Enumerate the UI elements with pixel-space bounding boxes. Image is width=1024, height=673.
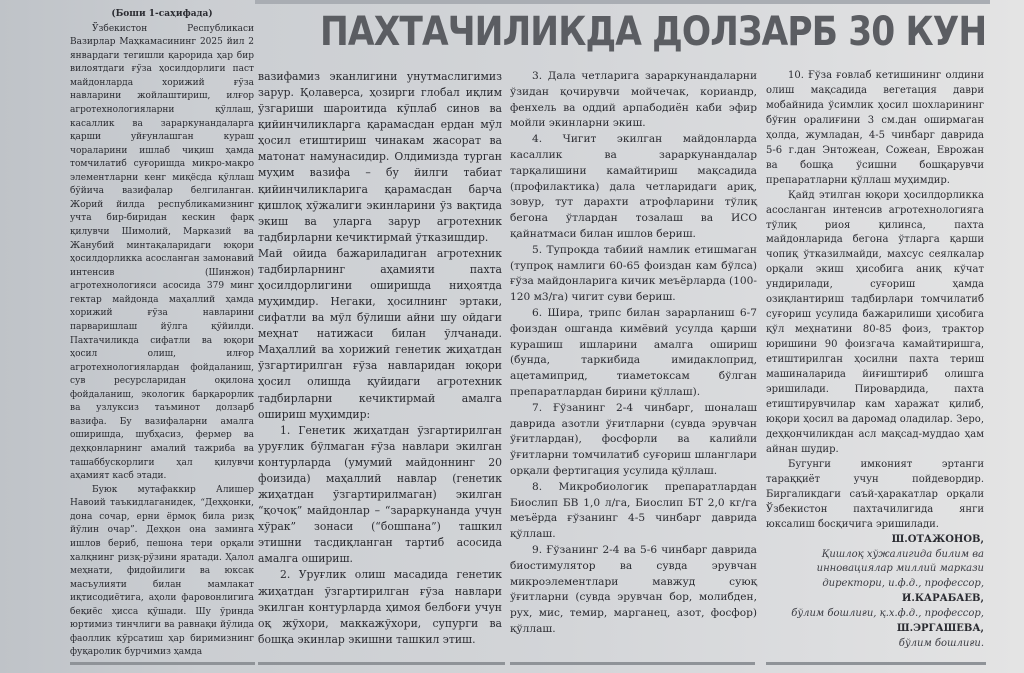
article-list-item: 6. Шира, трипс билан зарарланиш 6-7 фоиздан ошганда кимёвий усулда қарши курашиш ишларини амалга ошириш (бунда, таркибида имидаклоприд, ацетамиприд, тиаметоксам бўлган препаратлардан бирини қўллаш). <box>510 306 757 398</box>
author-role: бўлим бошлиғи. <box>898 638 984 650</box>
author-name: И.КАРАБАЕВ, <box>901 593 984 605</box>
article-headline: ПАХТАЧИЛИКДА ДОЛЗАРБ 30 КУН <box>320 9 987 55</box>
author-role: бўлим бошлиғи, қ.х.ф.д., профессор, <box>791 608 984 620</box>
article-list-item: 1. Генетик жиҳатдан ўзгартирилган уруғлик бўлмаган ғўза навлари экилган контурларда (умумий майдоннинг 20 фоизида) маҳаллий навлар (генетик жиҳатдан ўзгартирилмаган) экилган “қочоқ” майдонлар – “зараркунанда учун хўрак” зонаси (“бошпана”) ташкил этишни тасдиқланган тартиб асосида амалга ошириш. <box>258 423 502 566</box>
author-role: Қишлоқ хўжалигида билим ва инновациялар миллий маркази директори, и.ф.д., профессор, <box>816 548 984 590</box>
author-name: Ш.ЭРГАШЕВА, <box>896 623 984 635</box>
continuation-note: (Боши 1-саҳифада) <box>111 9 213 19</box>
bottom-rule <box>70 662 255 665</box>
author-name: Ш.ОТАЖОНОВ, <box>891 533 984 545</box>
bottom-rule <box>766 662 986 665</box>
article-paragraph: Ўзбекистон Республикаси Вазирлар Маҳкамасининг 2025 йил 2 январдаги тегишли қарорида ҳар бир вилоятдаги ғўза ҳосилдорлиги паст майдонларда хорижий ғўза навларини жойлаштириш, илғор агротехнологияларни қўллаш, касаллик ва зараркунандаларга қарши уйғунлашган кураш чораларини ишлаб чиқиш ҳамда томчилатиб суғоришда микро-макро элементларни кенг миқёсда қўллаш бўйича вазифалар белгиланган. Жорий йилда республикамизнинг учта бир-биридан кескин фарқ қилувчи Шимолий, Марказий ва Жанубий минтақаларидаги юқори ҳосилдорликка асосланган замонавий интенсив (Шинжон) агротехнологияси асосида 379 минг гектар майдонда маҳаллий ҳамда хорижий ғўза навларини парваришлаш йўлга қўйилди. Пахтачиликда сифатли ва юқори ҳосил олиш, илғор агротехнологиялардан фойдаланиш, сув ресурсларидан оқилона фойдаланиш, экологик барқарорлик ва узлуксиз таъминот долзарб вазифа. Бу вазифаларни амалга оширишда, шубҳасиз, фермер ва деҳқонларнинг амалий тажриба ва ташаббускорлиги ҳал қилувчи аҳамият касб этади. <box>70 23 254 482</box>
article-column-2 <box>258 69 502 648</box>
top-rule <box>255 0 990 4</box>
article-paragraph: Буюк мутафаккир Алишер Навоий таъкидлаганидек, “Деҳқонки, дона сочар, ерни ёрмоқ била ризқ йўлин очар”. Деҳқон она заминга ишлов бериб, пешона тери орқали халқнинг ризқ-рўзини яратади. Ҳалол меҳнати, фидойилиги ва юксак масъулияти билан мамлакат иқтисодиётига, аҳоли фаровонлигига беқиёс ҳисса қўшади. Шу ўринда юртимиз тинчлиги ва равнақи йўлида фаоллик кўрсатиш ҳар биримизнинг фуқаролик бурчимиз ҳамда <box>70 484 254 658</box>
article-list-item: 9. Ғўзанинг 2-4 ва 5-6 чинбарг даврида биостимулятор ва сувда эрувчан микроэлементлари мавжуд суюқ ўғитларни (сувда эрувчан бор, молибден, рух, мис, темир, марганец, азот, фосфор) қўллаш. <box>510 543 757 635</box>
article-paragraph: Бугунги имконият эртанги тараққиёт учун пойдевордир. Биргаликдаги саъй-ҳаракатлар орқали Ўзбекистон пахтачилигида янги юксалиш босқичига эришилади. <box>766 458 984 530</box>
article-list-item: 5. Тупроқда табиий намлик етишмаган (тупроқ намлиги 60-65 фоиздан кам бўлса) ғўза майдонларига кичик меъёрларда (100- 120 м3/га) чигит суви бериш. <box>510 243 757 304</box>
article-column-3 <box>510 69 757 638</box>
article-list-item: 7. Ғўзанинг 2-4 чинбарг, шоналаш даврида азотли ўғитларни (сувда эрувчан ўғитлардан), фосфорли ва калийли ўғитларни томчилатиб суғориш шланглари орқали фертигация усулида қўллаш. <box>510 401 757 477</box>
bottom-rule <box>258 662 505 665</box>
article-list-item: 4. Чигит экилган майдонларда касаллик ва зараркунандалар тарқалишини камайтириш мақсадида (профилактика) дала четларидаги ариқ, зовур, тут дарахти атрофларини тўлиқ бегона ўтлардан тозалаш ва ИСО қайнатмаси билан ишлов бериш. <box>510 133 757 240</box>
article-list-item: 2. Уруғлик олиш масадида генетик жиҳатдан ўзгартирилган ғўза навлари экилган контурларда ҳимоя белбоғи учун оқ жўхори, маккажўхори, супурги ва бошқа экинлар экишни ташкил этиш. <box>258 568 502 646</box>
article-list-item: 8. Микробиологик препаратлардан Биослип БВ 1,0 л/га, Биослип БТ 2,0 кг/га меъёрда ғўзанинг 4-5 чинбарг даврида қўллаш. <box>510 480 757 541</box>
article-column-1 <box>70 8 254 660</box>
article-list-item: 10. Ғўза ғовлаб кетишининг олдини олиш мақсадида вегетация даври мобайнида ўсимлик ҳосил шохларининг бўғин оралиғини 3 см.дан оширмаган ҳолда, жумладан, 4-5 чинбарг даврида 5-6 г.дан Энтожеан, Сожеан, Еврожан ва бошқа ўсишни бошқарувчи препаратларни қўллаш муҳимдир. <box>766 70 984 186</box>
bottom-rule <box>510 662 755 665</box>
article-list-item: 3. Дала четларига зараркунандаларни ўзидан қочирувчи мойчечак, кориандр, фенхель ва оддий арпабодиён каби эфир мойли экинларни экиш. <box>510 70 757 130</box>
article-paragraph: вазифамиз эканлигини унутмаслигимиз зарур. Қолаверса, ҳозирги глобал иқлим ўзгариши шароитида кўплаб синов ва қийинчиликларга қарамасдан ердан мўл ҳосил етиштириш чинакам жасорат ва матонат намунасидир. Олдимизда турган муҳим вазифа – бу йилги табиат қийинчиликларига қарамасдан барча қишлоқ хўжалиги экинларини ўз вақтида экиш ва уларга зарур агротехник тадбирларни кечиктирмай ўтказишдир. <box>258 70 502 244</box>
article-column-4 <box>766 69 984 652</box>
article-paragraph: Май ойида бажариладиган агротехник тадбирларнинг аҳамияти пахта ҳосилдорлигини оширишда ниҳоятда муҳимдир. Негаки, ҳосилнинг эртаки, сифатли ва мўл бўлиши айни шу ойдаги меҳнат натижаси билан ўлчанади. Маҳаллий ва хорижий генетик жиҳатдан ўзгартирилган ғўза навларидан юқори ҳосил олишда қуйидаги агротехник тадбирларни кечиктирмай амалга ошириш муҳимдир: <box>258 246 502 421</box>
article-paragraph: Қайд этилган юқори ҳосилдорликка асосланган интенсив агротехнологияга тўлиқ риоя қилинса, пахта майдонларида бегона ўтларга қарши чопиқ ўтказилмайди, махсус сеялкалар орқали экиш ҳисобига аниқ кўчат ундирилади, суғориш ҳамда озиқлантириш тадбирлари томчилатиб суғориш усулида бажарилиши ҳисобига қўл меҳнатини 80-85 фоиз, трактор юришини 90 фоизгача камайтиришга, етиштирилган ҳосилни пахта териш машиналарида йиғиштириб олишга эришилади. Пировардида, пахта етиштирувчилар кам харажат қилиб, юқори ҳосил ва даромад оладилар. Зеро, деҳқончиликдан асл мақсад-муддао ҳам айнан шудир. <box>766 189 984 455</box>
